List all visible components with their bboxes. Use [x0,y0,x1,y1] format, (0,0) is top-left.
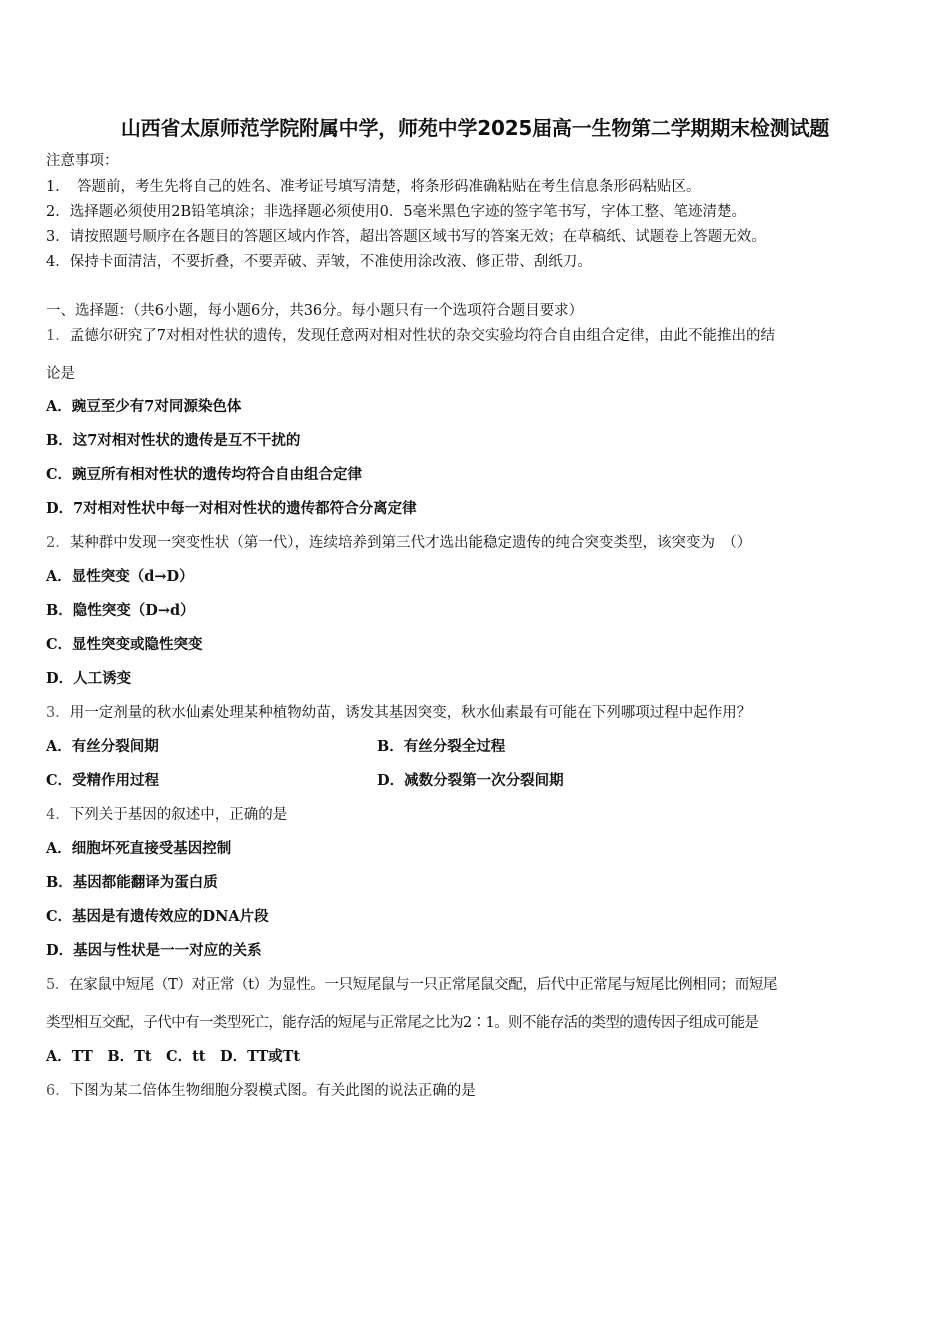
notice-item-2: 2．选择题必须使用2B铅笔填涂；非选择题必须使用0．5毫米黑色字迹的签字笔书写，字体工整、笔迹清楚。 [46,204,747,220]
question-number: 3． [46,705,70,721]
notice-item-4: 4．保持卡面清洁，不要折叠，不要弄破、弄皱，不准使用涂改液、修正带、刮纸刀。 [46,254,592,270]
q3-option-d: D．减数分裂第一次分裂间期 [377,772,564,789]
q4-option-a: A．细胞坏死直接受基因控制 [46,840,232,857]
q2-option-a: A．显性突变（d→D） [46,568,194,585]
q3-option-c: C．受精作用过程 [46,772,160,789]
q4-option-d: D．基因与性状是一一对应的关系 [46,942,262,959]
q4-option-b: B．基因都能翻译为蛋白质 [46,874,218,891]
notice-heading: 注意事项： [46,153,119,169]
question-number: 4． [46,807,70,823]
q1-option-d: D．7对相对性状中每一对相对性状的遗传都符合分离定律 [46,500,417,517]
question-text: 下列关于基因的叙述中，正确的是 [69,807,288,823]
q5-options: A．TT B．Tt C．tt D．TT或Tt [46,1048,301,1065]
page-title: 山西省太原师范学院附属中学，师苑中学2025届高一生物第二学期期末检测试题 [120,116,830,140]
q1-option-a: A．豌豆至少有7对同源染色体 [46,398,242,415]
question-number: 6． [46,1083,70,1099]
question-number: 2． [46,535,70,551]
question-text: 用一定剂量的秋水仙素处理某种植物幼苗，诱发其基因突变，秋水仙素最有可能在下列哪项过程中起作用？ [69,705,752,721]
question-text: 某种群中发现一突变性状（第一代），连续培养到第三代才选出能稳定遗传的纯合突变类型，该突变为 （） [69,535,752,551]
question-text: 在家鼠中短尾（T）对正常（t）为显性。一只短尾鼠与一只正常尾鼠交配，后代中正常尾与短尾比例相同；而短尾 [69,977,778,993]
question-3 [46,703,751,723]
question-6 [46,1081,476,1101]
q1-option-b: B．这7对相对性状的遗传是互不干扰的 [46,432,301,449]
question-text: 孟德尔研究了7对相对性状的遗传，发现任意两对相对性状的杂交实验均符合自由组合定律，由此不能推出的结 [69,328,775,344]
question-number: 5． [46,977,70,993]
question-4 [46,805,287,825]
q2-option-d: D．人工诱变 [46,670,132,687]
q3-option-b: B．有丝分裂全过程 [377,738,506,755]
question-5 [46,975,777,995]
q2-option-b: B．隐性突变（D→d） [46,602,195,619]
question-5-continuation: 类型相互交配，子代中有一类型死亡，能存活的短尾与正常尾之比为2∶1。则不能存活的类型的遗传因子组成可能是 [46,1015,759,1031]
question-number: 1． [46,328,70,344]
notice-item-1: 1． 答题前，考生先将自己的姓名、准考证号填写清楚，将条形码准确粘贴在考生信息条形码粘贴区。 [46,179,701,195]
question-2 [46,533,751,553]
q2-option-c: C．显性突变或隐性突变 [46,636,203,653]
question-1 [46,326,775,346]
notice-item-3: 3．请按照题号顺序在各题目的答题区域内作答，超出答题区域书写的答案无效；在草稿纸、试题卷上答题无效。 [46,229,766,245]
question-text: 下图为某二倍体生物细胞分裂模式图。有关此图的说法正确的是 [69,1083,476,1099]
section-heading: 一、选择题：（共6小题，每小题6分，共36分。每小题只有一个选项符合题目要求） [46,303,584,319]
q1-option-c: C．豌豆所有相对性状的遗传均符合自由组合定律 [46,466,363,483]
q3-option-a: A．有丝分裂间期 [46,738,159,755]
question-1-continuation: 论是 [46,366,75,382]
q4-option-c: C．基因是有遗传效应的DNA片段 [46,908,269,925]
